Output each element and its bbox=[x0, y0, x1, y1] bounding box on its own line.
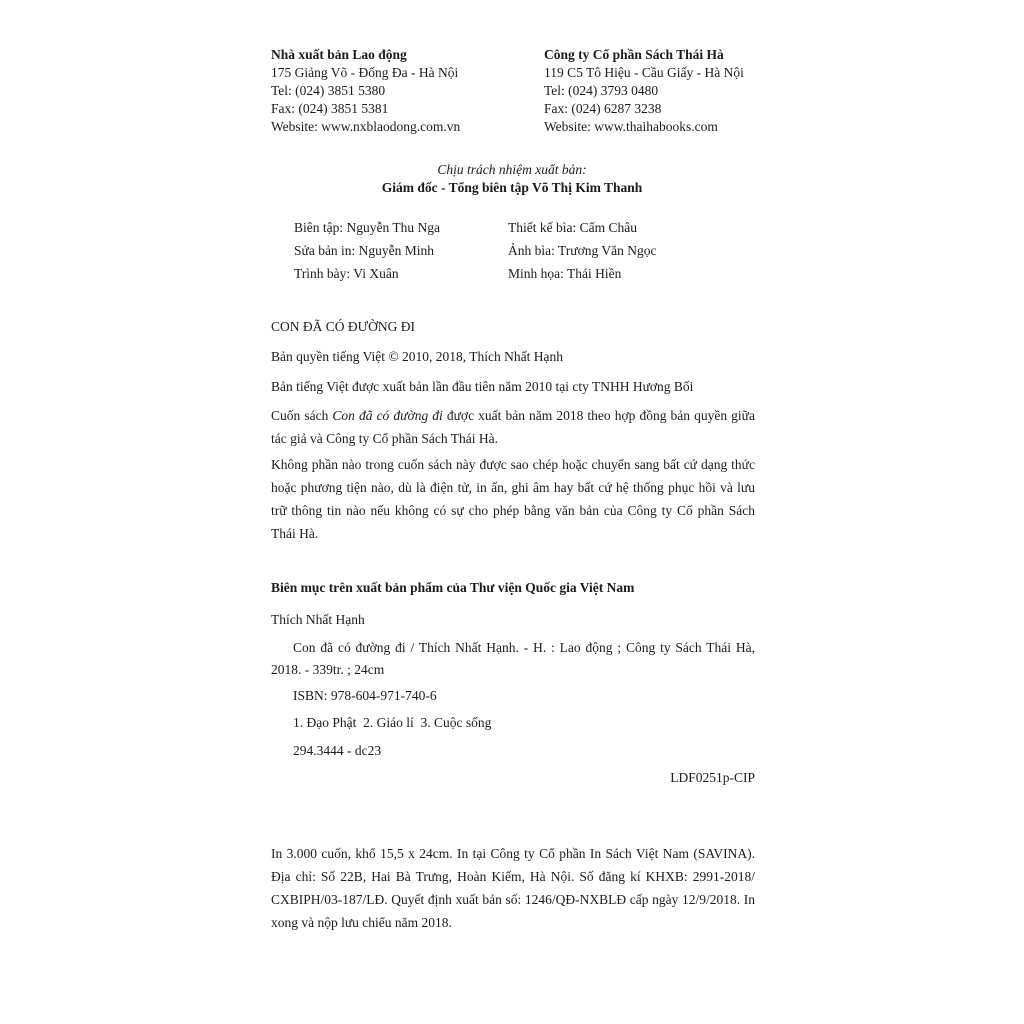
printing-info: In 3.000 cuốn, khổ 15,5 x 24cm. In tại Công ty Cổ phần In Sách Việt Nam (SAVINA). Địa chỉ: Số 22B, Hai Bà Trưng, Hoàn Kiếm, Hà Nội. Số đăng kí KHXB: 2991-2018/ CXBIPH/03-187/LĐ. Quyết định xuất bản số: 1246/QĐ-NXBLĐ cấp ngày 12/9/2018. In xong và nộp lưu chiểu năm 2018. bbox=[271, 846, 755, 930]
license-paragraph bbox=[271, 404, 755, 450]
publisher-thai-ha bbox=[544, 46, 744, 136]
copyright-line: Bản quyền tiếng Việt © 2010, 2018, Thích Nhất Hạnh bbox=[271, 349, 564, 364]
license-book-title: Con đã có đường đi bbox=[332, 408, 443, 423]
responsibility-heading: Chịu trách nhiệm xuất bản: bbox=[437, 162, 587, 177]
publisher-lao-dong bbox=[271, 46, 460, 136]
publisher-address: 119 C5 Tô Hiệu - Cầu Giấy - Hà Nội bbox=[544, 65, 744, 80]
book-title: CON ĐÃ CÓ ĐƯỜNG ĐI bbox=[271, 319, 415, 334]
credits-right bbox=[508, 216, 656, 285]
cip-author: Thích Nhất Hạnh bbox=[271, 612, 365, 627]
cip-isbn: ISBN: 978-604-971-740-6 bbox=[293, 688, 437, 703]
cip-subjects: 1. Đạo Phật 2. Giáo lí 3. Cuộc sống bbox=[293, 715, 492, 730]
cip-code: LDF0251p-CIP bbox=[670, 770, 755, 785]
publisher-address: 175 Giảng Võ - Đống Đa - Hà Nội bbox=[271, 65, 459, 80]
credit-editor: Biên tập: Nguyễn Thu Nga bbox=[294, 220, 440, 235]
publisher-name: Nhà xuất bản Lao động bbox=[271, 47, 407, 62]
credit-cover-design: Thiết kế bìa: Cẩm Châu bbox=[508, 220, 637, 235]
responsibility-person: Giám đốc - Tổng biên tập Võ Thị Kim Thanh bbox=[381, 180, 643, 195]
publisher-fax: Fax: (024) 3851 5381 bbox=[271, 101, 389, 116]
credit-illustration: Minh họa: Thái Hiền bbox=[508, 266, 622, 281]
publisher-fax: Fax: (024) 6287 3238 bbox=[544, 101, 662, 116]
rights-notice: Không phần nào trong cuốn sách này được sao chép hoặc chuyển sang bất cứ dạng thức hoặc phương tiện nào, dù là điện tử, in ấn, ghi âm hay bất cứ hệ thống phục hồi và lưu trữ thông tin nào nếu không có sự cho phép bằng văn bản của Công ty Cổ phần Sách Thái Hà. bbox=[271, 457, 755, 541]
publisher-website: Website: www.nxblaodong.com.vn bbox=[271, 119, 461, 134]
publisher-tel: Tel: (024) 3851 5380 bbox=[271, 83, 386, 98]
publisher-name: Công ty Cổ phần Sách Thái Hà bbox=[544, 47, 724, 62]
credits-left bbox=[294, 216, 440, 285]
credit-cover-photo: Ảnh bìa: Trương Văn Ngọc bbox=[508, 243, 657, 258]
first-edition-line: Bản tiếng Việt được xuất bản lần đầu tiên năm 2010 tại cty TNHH Hương Bối bbox=[271, 379, 694, 394]
cip-classification: 294.3444 - dc23 bbox=[293, 743, 382, 758]
license-suffix: được xuất bản năm 2018 theo hợp đồng bản quyền giữa tác giả và Công ty Cổ phần Sách Thái Hà. bbox=[271, 408, 755, 446]
credit-layout: Trình bày: Vi Xuân bbox=[294, 266, 399, 281]
publisher-website: Website: www.thaihabooks.com bbox=[544, 119, 718, 134]
license-prefix: Cuốn sách bbox=[271, 408, 333, 423]
publisher-tel: Tel: (024) 3793 0480 bbox=[544, 83, 659, 98]
cip-heading: Biên mục trên xuất bản phẩm của Thư viện Quốc gia Việt Nam bbox=[271, 580, 635, 595]
cip-description: Con đã có đường đi / Thích Nhất Hạnh. - H. : Lao động ; Công ty Sách Thái Hà, 2018. - 339tr. ; 24cm bbox=[271, 640, 755, 677]
credit-proofreader: Sửa bản in: Nguyễn Minh bbox=[294, 243, 435, 258]
